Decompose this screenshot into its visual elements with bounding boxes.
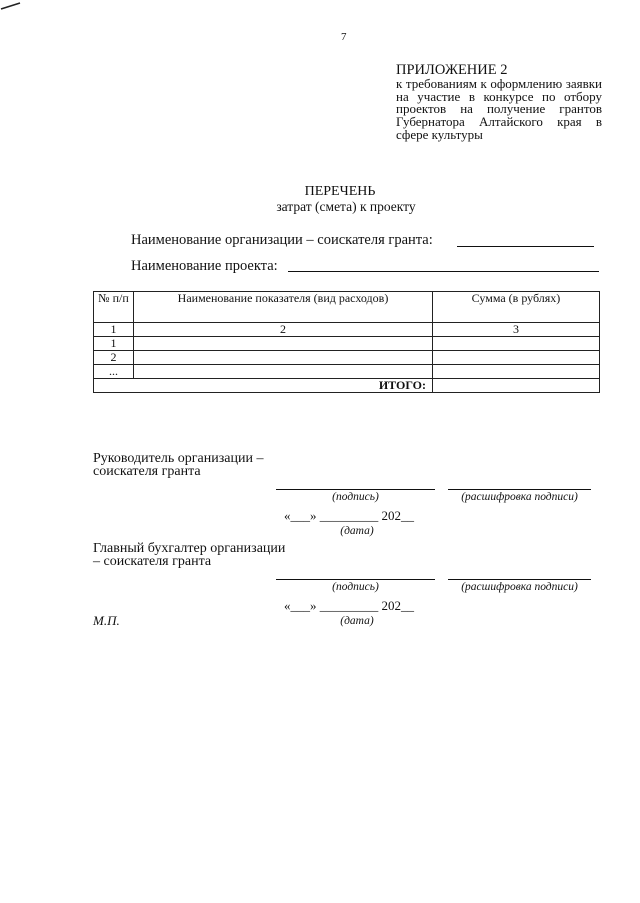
appendix-text: к требованиям к оформлению заявки на участие в конкурсе по отбору проектов на получение грантов Губернатора Алтайского края в сфере культуры — [396, 76, 602, 142]
decode-caption: (расшифровка подписи) — [461, 491, 578, 503]
table-cell — [433, 351, 600, 365]
corner-pen-mark — [0, 0, 22, 14]
table-cell — [433, 365, 600, 379]
date-caption: (дата) — [340, 525, 374, 537]
table-cell — [134, 365, 433, 379]
table-header-number: № п/п — [94, 292, 134, 323]
project-field-label: Наименование проекта: — [131, 258, 278, 274]
table-header-row — [94, 292, 600, 323]
table-cell: 2 — [134, 323, 433, 337]
organization-field-label: Наименование организации – соискателя гранта: — [131, 232, 433, 248]
stamp-label: М.П. — [93, 613, 120, 628]
organization-fill-line — [457, 246, 594, 247]
table-cell: 3 — [433, 323, 600, 337]
signature-line — [276, 489, 435, 490]
table-header-sum: Сумма (в рублях) — [433, 292, 600, 323]
table-header-name: Наименование показателя (вид расходов) — [134, 292, 433, 323]
page-number: 7 — [341, 31, 347, 43]
signature-caption: (подпись) — [332, 581, 379, 593]
table-row — [94, 365, 600, 379]
appendix-title: ПРИЛОЖЕНИЕ 2 — [396, 62, 508, 78]
table-cell: 1 — [94, 337, 134, 351]
table-column-numbers-row — [94, 323, 600, 337]
table-total-label: ИТОГО: — [94, 379, 433, 393]
date-line: «___» _________ 202__ — [284, 508, 414, 523]
table-total-value — [433, 379, 600, 393]
table-total-row — [94, 379, 600, 393]
table-cell: 2 — [94, 351, 134, 365]
table-cell — [134, 337, 433, 351]
signatory-role-director: Руководитель организации – соискателя гранта — [93, 451, 264, 479]
appendix-block — [396, 62, 602, 142]
date-caption: (дата) — [340, 615, 374, 627]
table-row — [94, 337, 600, 351]
costs-table — [93, 291, 600, 393]
date-line: «___» _________ 202__ — [284, 598, 414, 613]
table-cell — [433, 337, 600, 351]
table-row — [94, 351, 600, 365]
decode-line — [448, 489, 591, 490]
table-cell — [134, 351, 433, 365]
document-title: ПЕРЕЧЕНЬ — [304, 184, 376, 199]
signature-caption: (подпись) — [332, 491, 379, 503]
document-subtitle: затрат (смета) к проекту — [276, 199, 416, 214]
signatory-role-accountant: Главный бухгалтер организации – соискателя гранта — [93, 541, 286, 569]
table-cell: ... — [94, 365, 134, 379]
table-cell: 1 — [94, 323, 134, 337]
decode-line — [448, 579, 591, 580]
decode-caption: (расшифровка подписи) — [461, 581, 578, 593]
project-fill-line — [288, 271, 599, 272]
signature-line — [276, 579, 435, 580]
